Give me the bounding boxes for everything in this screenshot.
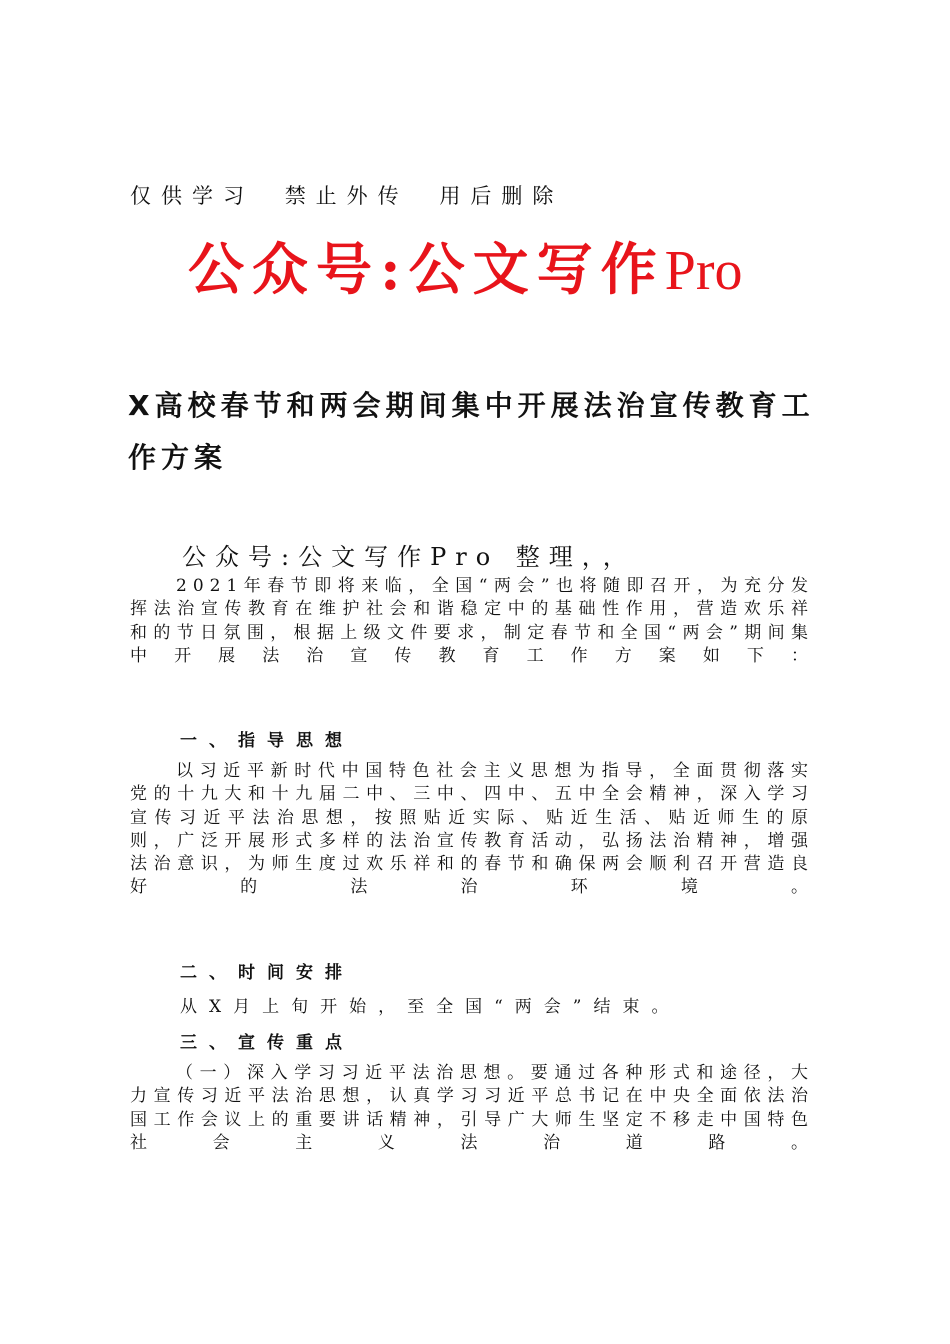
watermark-notice	[130, 180, 577, 210]
section-heading-focus: 三、宣传重点	[180, 1033, 354, 1053]
section-paragraph-guiding-thought: 以习近平新时代中国特色社会主义思想为指导，全面贯彻落实党的十九大和十九届二中、三中、四中、五中全会精神，深入学习宣传习近平法治思想，按照贴近实际、贴近生活、贴近师生的原则，广泛开展形式多样的法治宣传教育活动，弘扬法治精神，增强法治意识，为师生度过欢乐祥和的春节和确保两会顺利召开营造良好的法治环境。	[130, 761, 814, 898]
section-heading-schedule: 二、时间安排	[180, 963, 354, 983]
document-title: X高校春节和两会期间集中开展法治宣传教育工作方案	[128, 389, 815, 474]
intro-paragraph: 2021年春节即将来临，全国“两会”也将随即召开，为充分发挥法治宣传教育在维护社会和谐稳定中的基础性作用，营造欢乐祥和的节日氛围，根据上级文件要求，制定春节和全国“两会”期间集中开展法治宣传教育工作方案如下：	[130, 576, 814, 666]
watermark-brand	[188, 226, 742, 306]
notice-part-delete: 用后删除	[439, 184, 564, 208]
brand-pro: Pro	[664, 240, 743, 302]
brand-chinese: 公众号:公文写作	[188, 237, 665, 303]
section-paragraph-focus: （一）深入学习习近平法治思想。要通过各种形式和途径，大力宣传习近平法治思想，认真学习习近平总书记在中央全面依法治国工作会议上的重要讲话精神，引导广大师生坚定不移走中国特色社会主义法治道路。	[130, 1063, 814, 1153]
section-paragraph-schedule: 从X月上旬开始，至全国“两会”结束。	[180, 997, 681, 1017]
document-source: 公众号:公文写作Pro 整理，，	[182, 543, 636, 571]
section-heading-guiding-thought: 一、指导思想	[180, 731, 354, 751]
notice-part-study: 仅供学习	[130, 184, 254, 208]
notice-part-confidential: 禁止外传	[284, 184, 409, 208]
